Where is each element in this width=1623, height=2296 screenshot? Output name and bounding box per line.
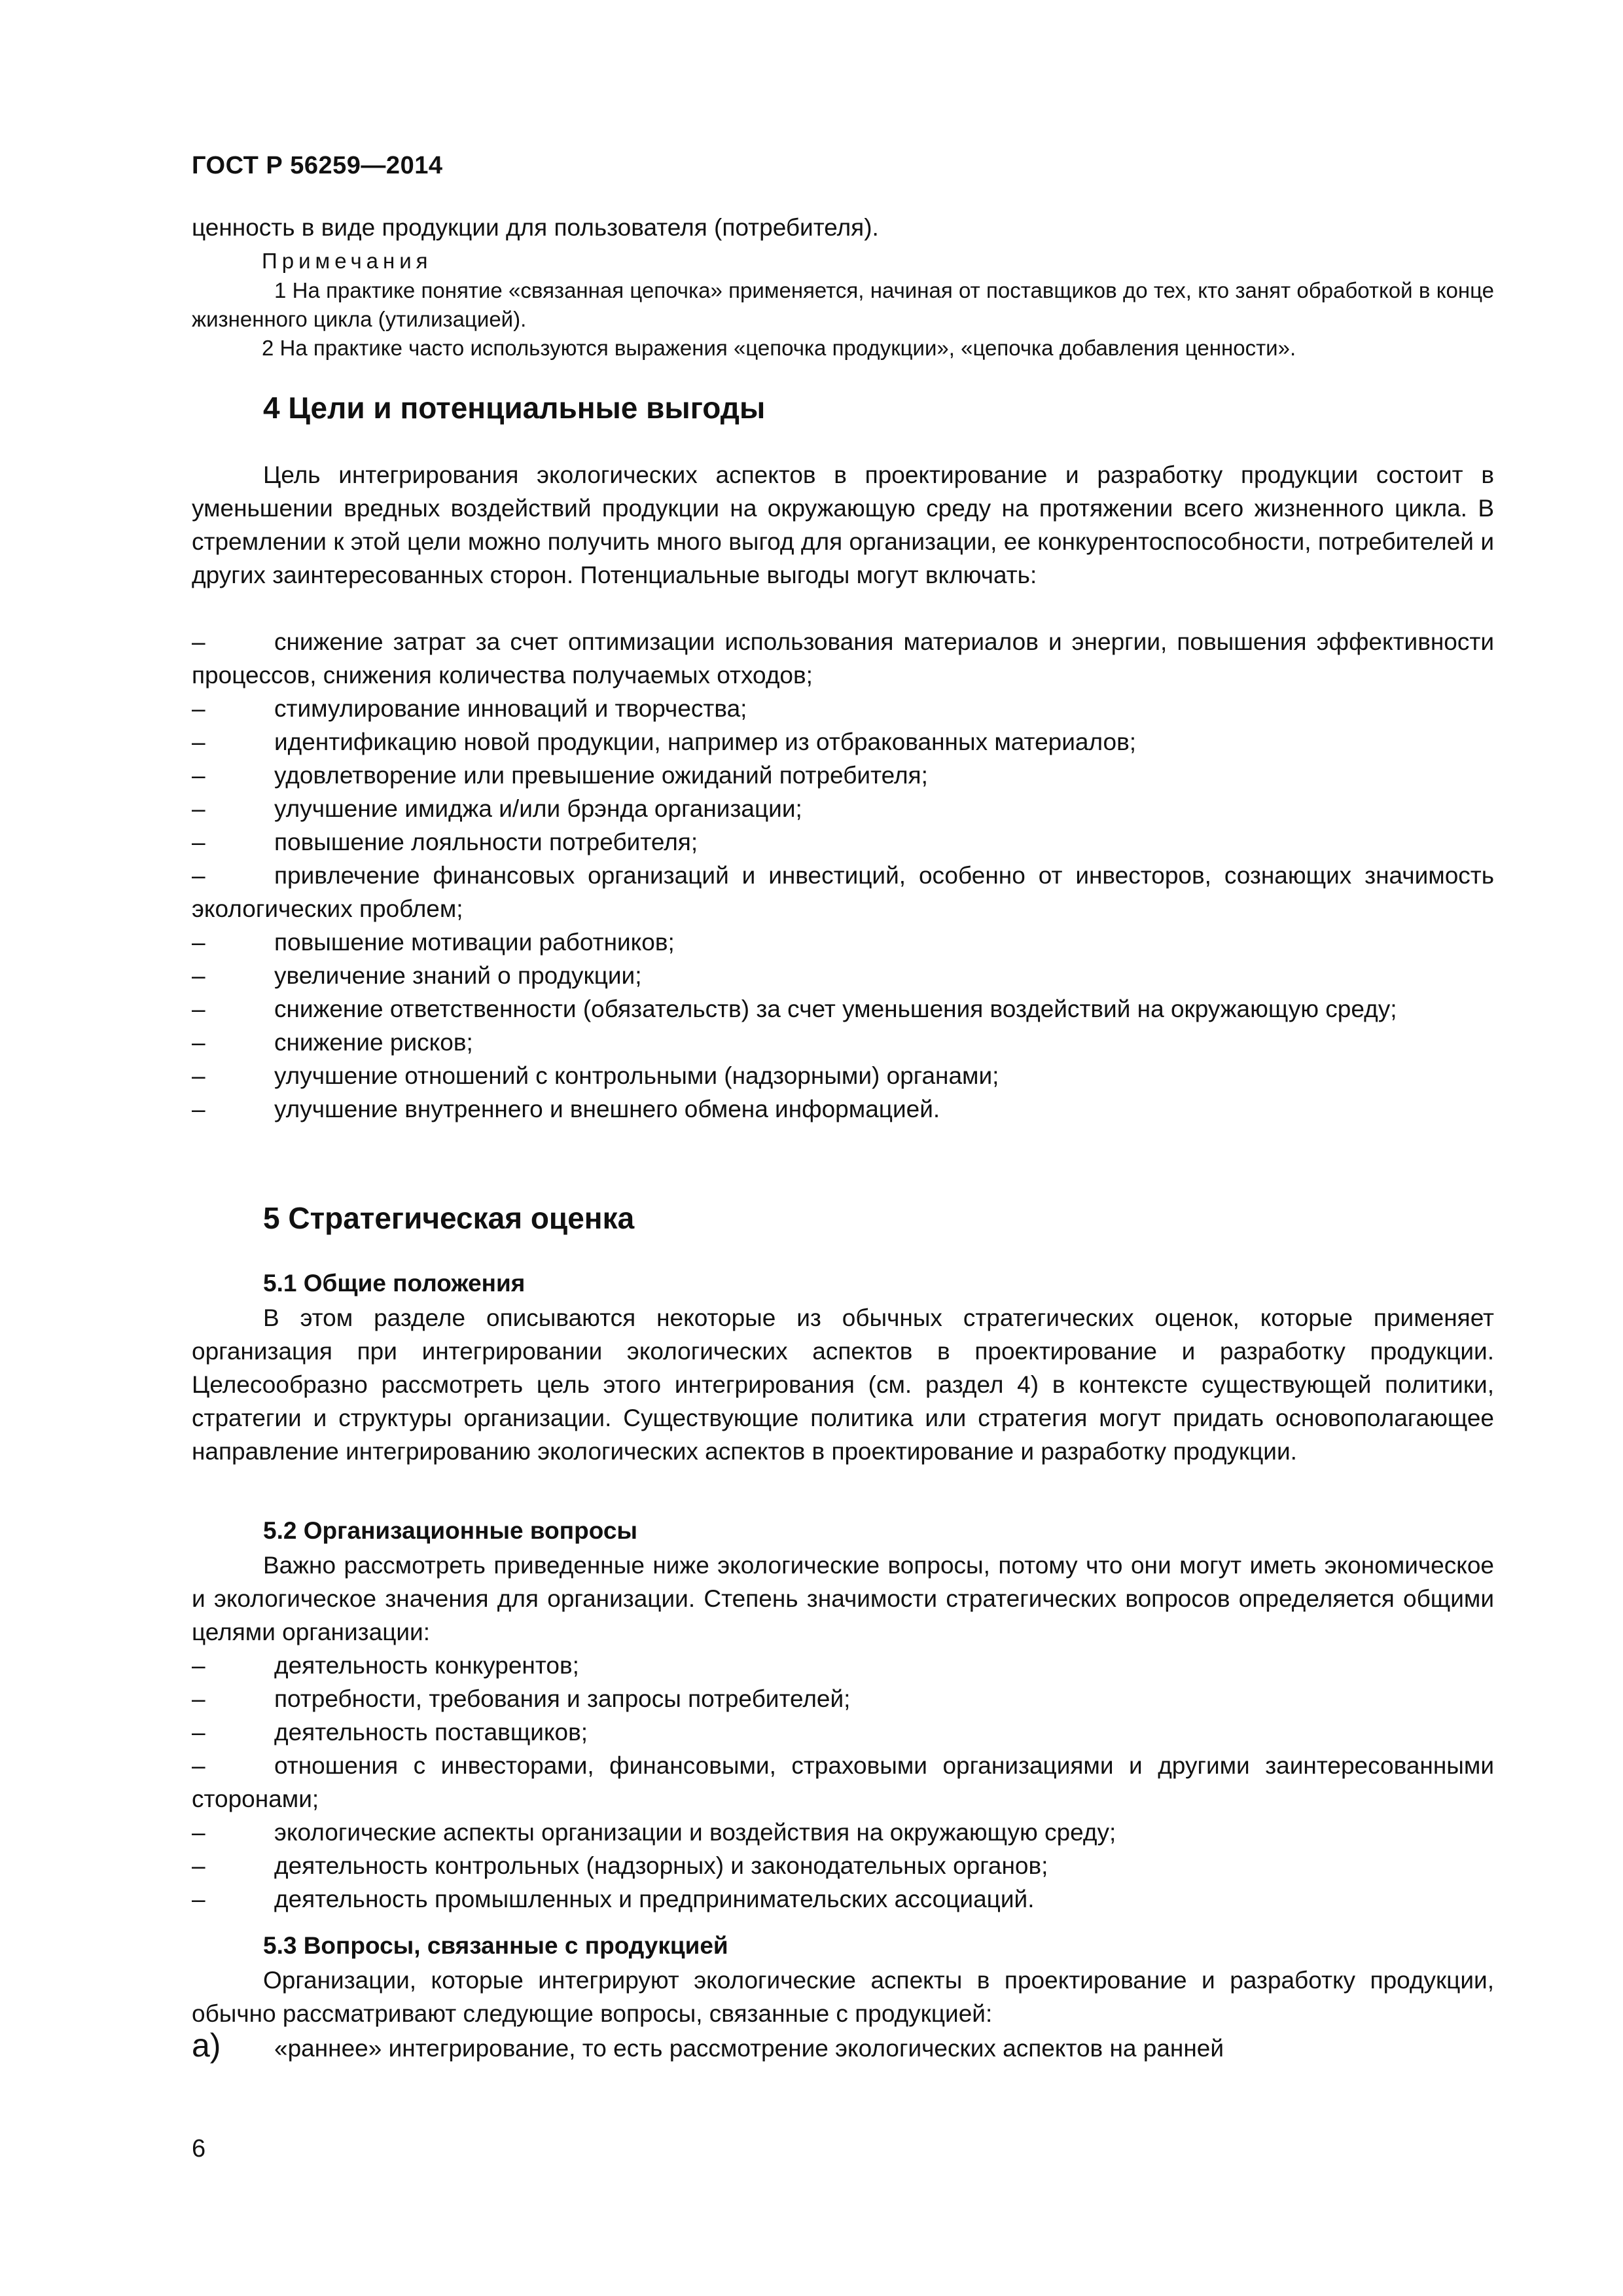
section-4-title: 4 Цели и потенциальные выгоды	[263, 391, 766, 425]
list-item: – улучшение внутреннего и внешнего обмена информацией.	[192, 1092, 1494, 1126]
page-number: 6	[192, 2135, 206, 2162]
list-item: – удовлетворение или превышение ожиданий потребителя;	[192, 759, 1494, 792]
list-item: – повышение лояльности потребителя;	[192, 825, 1494, 859]
dash-marker: –	[192, 829, 205, 855]
section-5-2-paragraph: Важно рассмотреть приведенные ниже экологические вопросы, потому что они могут иметь экономическое и экологическое значения для организации. Степень значимости стратегических вопросов определяется общими целями организации:	[192, 1552, 1494, 1645]
dash-marker: –	[192, 1096, 205, 1122]
dash-marker: –	[192, 728, 205, 755]
section-5-title: 5 Стратегическая оценка	[263, 1201, 635, 1235]
dash-marker: –	[192, 628, 205, 655]
dash-marker: –	[192, 1752, 205, 1779]
section-4-paragraph: Цель интегрирования экологических аспектов в проектирование и разработку продукции состоит в уменьшении вредных воздействий продукции на окружающую среду на протяжении всего жизненного цикла. В стремлении к этой цели можно получить много выгод для организации, ее конкурентоспособности, потребителей и других заинтересованных сторон. Потенциальные выгоды могут включать:	[192, 461, 1494, 588]
dash-marker: –	[192, 762, 205, 789]
list-item: – потребности, требования и запросы потребителей;	[192, 1682, 1494, 1715]
list-item: – повышение мотивации работников;	[192, 925, 1494, 959]
dash-marker: –	[192, 1819, 205, 1846]
list-item: – снижение ответственности (обязательств) за счет уменьшения воздействий на окружающую среду;	[192, 992, 1494, 1026]
dash-marker: –	[192, 1852, 205, 1879]
list-marker-a: а)	[192, 2027, 221, 2064]
dash-marker: –	[192, 1062, 205, 1089]
standard-code-header: ГОСТ Р 56259—2014	[192, 152, 443, 179]
list-item: – идентификацию новой продукции, например из отбракованных материалов;	[192, 725, 1494, 759]
note-2: 2 На практике часто используются выражения «цепочка продукции», «цепочка добавления ценности».	[262, 336, 1296, 360]
dash-marker: –	[192, 1685, 205, 1712]
dash-marker: –	[192, 996, 205, 1022]
intro-line: ценность в виде продукции для пользователя (потребителя).	[192, 214, 879, 241]
dash-marker: –	[192, 962, 205, 989]
note-1: 1 На практике понятие «связанная цепочка» применяется, начиная от поставщиков до тех, кто занят обработкой в конце жизненного цикла (утилизацией).	[192, 278, 1494, 331]
section-5-2-list	[192, 1649, 1494, 1916]
list-item: – улучшение отношений с контрольными (надзорными) органами;	[192, 1059, 1494, 1092]
list-item: – деятельность поставщиков;	[192, 1715, 1494, 1749]
section-5-1-paragraph: В этом разделе описываются некоторые из обычных стратегических оценок, которые применяет организация при интегрировании экологических аспектов в проектирование и разработку продукции. Целесообразно рассмотреть цель этого интегрирования (см. раздел 4) в контексте существующей политики, стратегии и структуры организации. Существующие политика или стратегия могут придать основополагающее направление интегрированию экологических аспектов в проектирование и разработку продукции.	[192, 1304, 1494, 1465]
list-item: – привлечение финансовых организаций и инвестиций, особенно от инвесторов, сознающих значимость экологических проблем;	[192, 859, 1494, 925]
dash-marker: –	[192, 1029, 205, 1056]
list-item: – увеличение знаний о продукции;	[192, 959, 1494, 992]
section-5-1-title: 5.1 Общие положения	[263, 1270, 526, 1297]
dash-marker: –	[192, 1886, 205, 1912]
dash-marker: –	[192, 1652, 205, 1679]
dash-marker: –	[192, 1719, 205, 1746]
list-item: – деятельность конкурентов;	[192, 1649, 1494, 1682]
section-5-3-title: 5.3 Вопросы, связанные с продукцией	[263, 1932, 728, 1959]
list-item: – улучшение имиджа и/или брэнда организации;	[192, 792, 1494, 825]
list-item: – стимулирование инноваций и творчества;	[192, 692, 1494, 725]
list-item: – снижение затрат за счет оптимизации использования материалов и энергии, повышения эффективности процессов, снижения количества получаемых отходов;	[192, 625, 1494, 692]
section-5-3-paragraph: Организации, которые интегрируют экологические аспекты в проектирование и разработку продукции, обычно рассматривают следующие вопросы, связанные с продукцией:	[192, 1967, 1494, 2027]
notes-title: Примечания	[262, 249, 433, 273]
section-5-2-title: 5.2 Организационные вопросы	[263, 1517, 638, 1544]
dash-marker: –	[192, 695, 205, 722]
list-item: – деятельность контрольных (надзорных) и законодательных органов;	[192, 1849, 1494, 1882]
list-item: – экологические аспекты организации и воздействия на окружающую среду;	[192, 1816, 1494, 1849]
dash-marker: –	[192, 795, 205, 822]
list-item: – деятельность промышленных и предпринимательских ассоциаций.	[192, 1882, 1494, 1916]
list-item: – снижение рисков;	[192, 1026, 1494, 1059]
dash-marker: –	[192, 862, 205, 889]
list-item: – отношения с инвесторами, финансовыми, страховыми организациями и другими заинтересованными сторонами;	[192, 1749, 1494, 1816]
list-item-a: а) «раннее» интегрирование, то есть рассмотрение экологических аспектов на ранней	[192, 2027, 1224, 2064]
section-4-benefits-list	[192, 625, 1494, 1126]
dash-marker: –	[192, 929, 205, 956]
